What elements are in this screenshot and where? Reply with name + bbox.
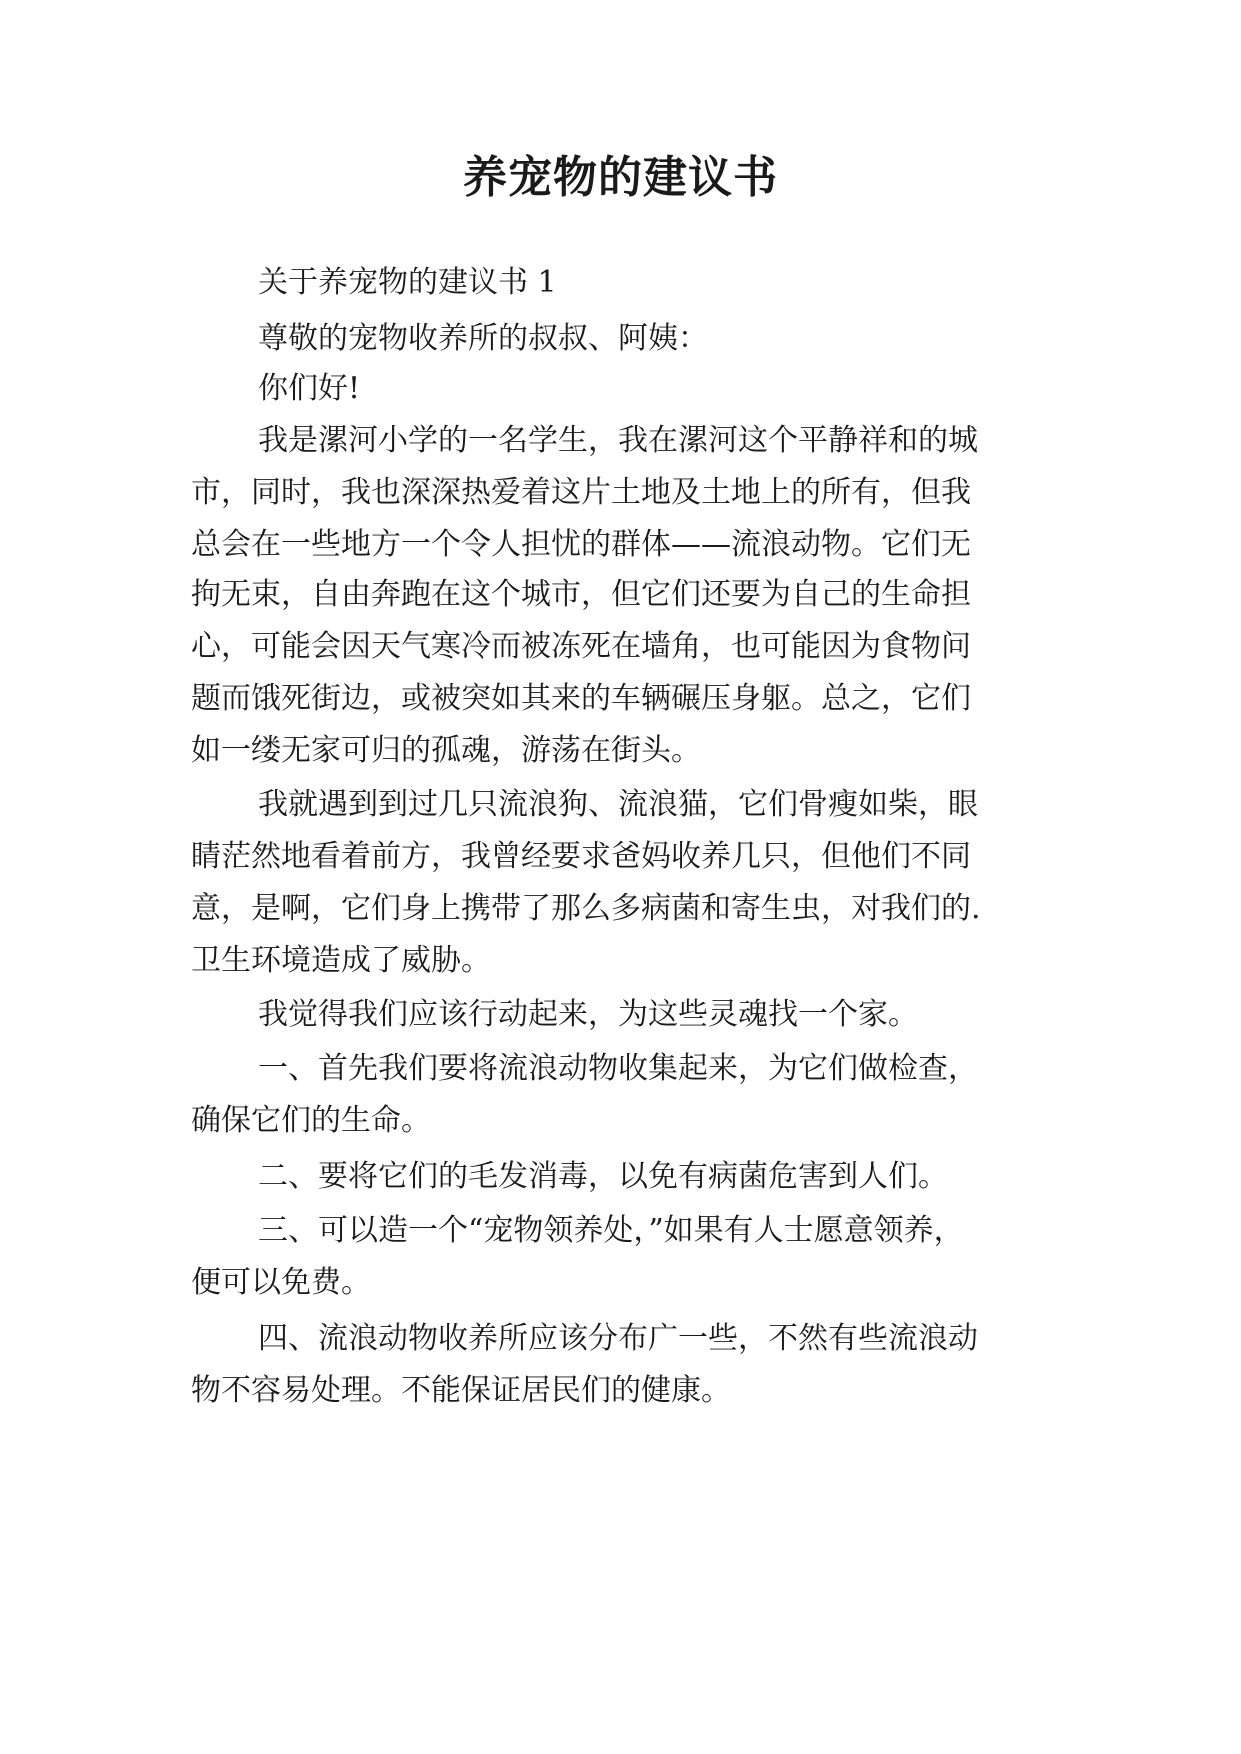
text-line-content: 尊敬的宠物收养所的叔叔、阿姨： <box>258 321 708 356</box>
text-line-content: 关于养宠物的建议书 1 <box>258 265 557 300</box>
text-line-content: 总会在一些地方一个令人担忧的群体——流浪动物。它们无 <box>191 527 971 562</box>
text-line-content: 题而饿死街边，或被突如其来的车辆碾压身躯。总之，它们 <box>191 681 971 716</box>
text-line-content: 卫生环境造成了威胁。 <box>191 943 491 978</box>
text-line-content: 意，是啊，它们身上携带了那么多病菌和寄生虫，对我们的. <box>191 891 981 926</box>
text-line-content: 确保它们的生命。 <box>191 1103 431 1138</box>
text-line-content: 如一缕无家可归的孤魂，游荡在街头。 <box>191 733 701 768</box>
text-line-content: 你们好! <box>258 371 361 406</box>
text-line-content: 二、要将它们的毛发消毒，以免有病菌危害到人们。 <box>258 1159 948 1194</box>
text-line-content: 我觉得我们应该行动起来，为这些灵魂找一个家。 <box>258 997 918 1032</box>
text-line-content: 拘无束，自由奔跑在这个城市，但它们还要为自己的生命担 <box>191 577 971 612</box>
text-line-content: 四、流浪动物收养所应该分布广一些，不然有些流浪动 <box>258 1321 978 1356</box>
text-line-content: 三、可以造一个“宠物领养处，”如果有人士愿意领养， <box>258 1213 964 1248</box>
text-line-content: 心，可能会因天气寒冷而被冻死在墙角，也可能因为食物问 <box>191 629 971 664</box>
text-line-content: 便可以免费。 <box>191 1265 371 1300</box>
page-title: 养宠物的建议书 <box>463 152 778 203</box>
text-line-content: 一、首先我们要将流浪动物收集起来，为它们做检查， <box>258 1051 978 1086</box>
text-line-content: 我是漯河小学的一名学生，我在漯河这个平静祥和的城 <box>258 423 978 458</box>
text-line-content: 物不容易处理。不能保证居民们的健康。 <box>191 1373 731 1408</box>
text-line-content: 睛茫然地看着前方，我曾经要求爸妈收养几只，但他们不同 <box>191 839 971 874</box>
text-line-content: 市，同时，我也深深热爱着这片土地及土地上的所有，但我 <box>191 475 971 510</box>
text-line-content: 我就遇到到过几只流浪狗、流浪猫，它们骨瘦如柴，眼 <box>258 787 978 822</box>
